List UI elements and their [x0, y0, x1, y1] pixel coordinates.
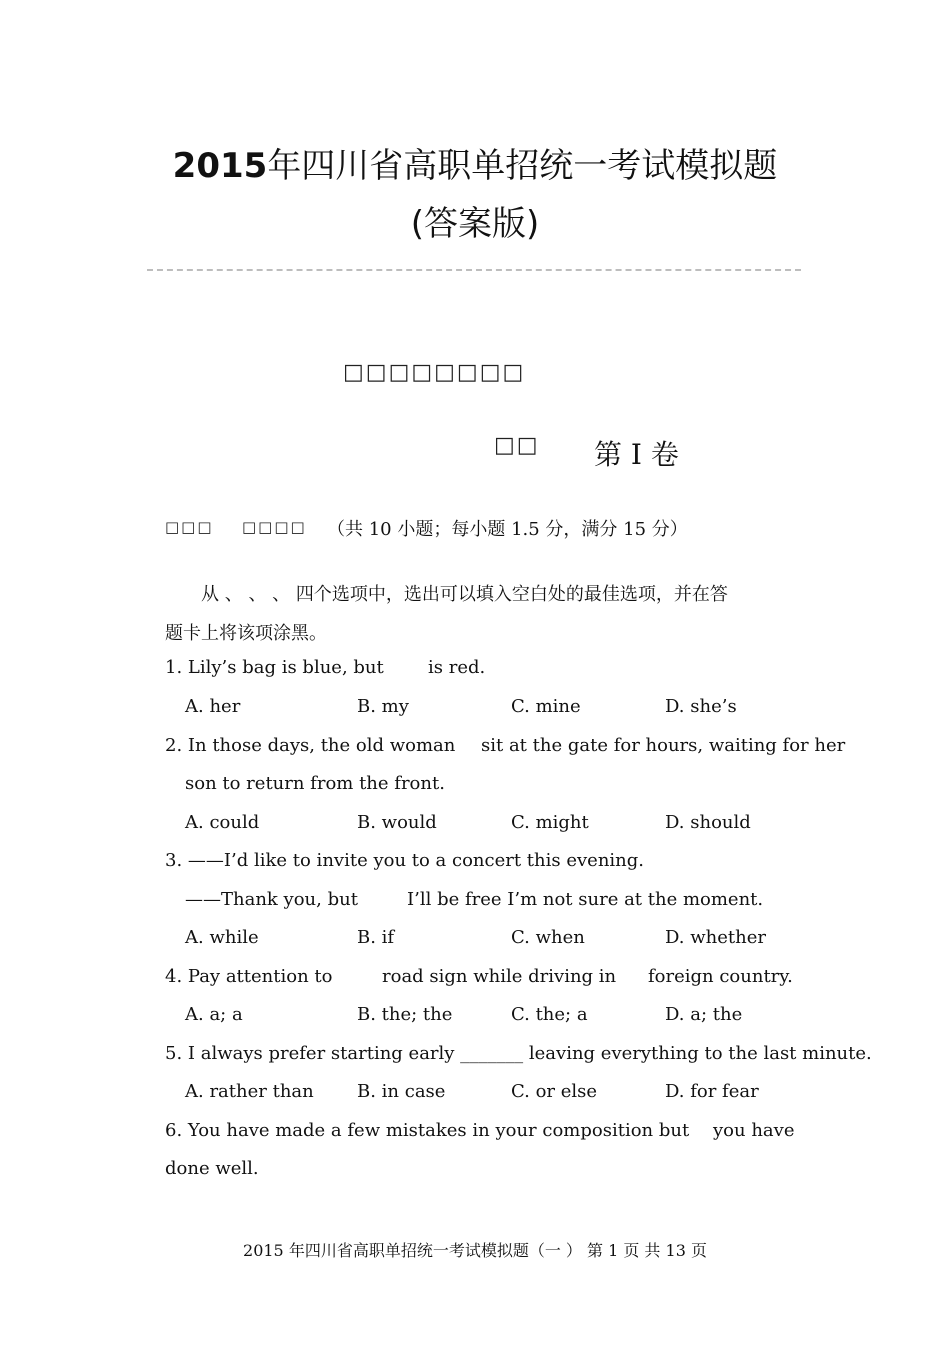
question-3-stem-a: 3. ——I’d like to invite you to a concert this evening. — [165, 850, 645, 871]
question-5-stem: 5. I always prefer starting early _______ leaving everything to the last minute. — [165, 1043, 872, 1064]
question-4-option-a: A. a; a — [185, 1004, 243, 1025]
question-3-stem-b: ——Thank you, but — [185, 889, 358, 910]
question-2-option-b: B. would — [357, 812, 437, 833]
question-3-option-a: A. while — [185, 927, 259, 948]
question-4-stem-a: 4. Pay attention to — [165, 966, 333, 987]
question-5-option-b: B. in case — [357, 1081, 446, 1102]
document-subtitle: (答案版) — [410, 204, 540, 244]
instruction-line-2: 题卡上将该项涂黑。 — [165, 623, 327, 644]
question-1-stem-a: 1. Lily’s bag is blue, but — [165, 657, 384, 678]
question-3-option-c: C. when — [511, 927, 585, 948]
subsection-glyphs-b: □□□□ — [242, 518, 307, 536]
title-year: 2015 — [172, 146, 268, 186]
question-2-option-d: D. should — [665, 812, 751, 833]
divider — [147, 269, 801, 271]
title-text: 年四川省高职单招统一考试模拟题 — [267, 146, 778, 186]
question-5-option-a: A. rather than — [185, 1081, 314, 1102]
question-3-stem-c: I’ll be free I’m not sure at the moment. — [407, 889, 764, 910]
question-4-stem-c: foreign country. — [648, 966, 793, 987]
question-1-option-d: D. she’s — [665, 696, 737, 717]
question-1-stem-b: is red. — [428, 657, 486, 678]
question-4-option-c: C. the; a — [511, 1004, 588, 1025]
question-1-option-c: C. mine — [511, 696, 581, 717]
page-footer: 2015 年四川省高职单招统一考试模拟题（一 ） 第 1 页 共 13 页 — [243, 1241, 707, 1260]
question-6-stem-a: 6. You have made a few mistakes in your composition but — [165, 1120, 690, 1141]
subsection-glyphs-a: □□□ — [165, 518, 214, 536]
question-2-stem-c: son to return from the front. — [185, 773, 445, 794]
question-4-option-d: D. a; the — [665, 1004, 743, 1025]
question-2-option-c: C. might — [511, 812, 589, 833]
question-3-option-d: D. whether — [665, 927, 766, 948]
part-label: 第 I 卷 — [594, 438, 679, 471]
question-1-option-a: A. her — [185, 696, 241, 717]
question-6-stem-c: done well. — [165, 1158, 259, 1179]
question-5-option-d: D. for fear — [665, 1081, 759, 1102]
question-2-option-a: A. could — [185, 812, 260, 833]
question-2-stem-b: sit at the gate for hours, waiting for her — [481, 735, 846, 756]
document-title — [0, 138, 950, 187]
part-heading-glyphs: □□ — [494, 433, 540, 458]
section-heading-glyphs: □□□□□□□□ — [343, 360, 526, 385]
question-4-stem-b: road sign while driving in — [382, 966, 617, 987]
question-1-option-b: B. my — [357, 696, 409, 717]
question-6-stem-b: you have — [713, 1120, 795, 1141]
question-5-option-c: C. or else — [511, 1081, 598, 1102]
question-3-option-b: B. if — [357, 927, 395, 948]
instruction-line-1: 从 、 、 、 四个选项中，选出可以填入空白处的最佳选项，并在答 — [201, 584, 728, 605]
question-4-option-b: B. the; the — [357, 1004, 453, 1025]
score-note: （共 10 小题；每小题 1.5 分，满分 15 分） — [327, 519, 688, 540]
question-2-stem-a: 2. In those days, the old woman — [165, 735, 456, 756]
